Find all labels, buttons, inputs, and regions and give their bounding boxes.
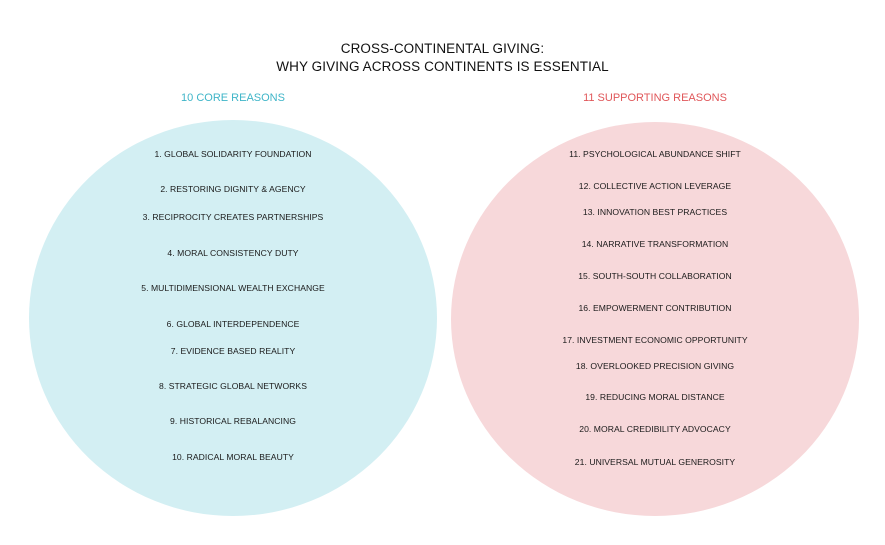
core-reason-item: 1. GLOBAL SOLIDARITY FOUNDATION: [154, 149, 312, 159]
supporting-reason-item: 19. REDUCING MORAL DISTANCE: [585, 392, 725, 402]
supporting-reason-item: 16. EMPOWERMENT CONTRIBUTION: [578, 303, 732, 313]
core-reason-item: 5. MULTIDIMENSIONAL WEALTH EXCHANGE: [141, 283, 325, 293]
supporting-reason-item: 18. OVERLOOKED PRECISION GIVING: [575, 361, 735, 371]
core-reason-item: 3. RECIPROCITY CREATES PARTNERSHIPS: [142, 212, 324, 222]
supporting-reasons-heading: 11 SUPPORTING REASONS: [583, 92, 727, 104]
diagram-title: CROSS-CONTINENTAL GIVING:: [340, 41, 545, 56]
supporting-reason-item: 17. INVESTMENT ECONOMIC OPPORTUNITY: [562, 335, 748, 345]
core-reason-item: 10. RADICAL MORAL BEAUTY: [172, 452, 294, 462]
supporting-reason-item: 11. PSYCHOLOGICAL ABUNDANCE SHIFT: [569, 149, 741, 159]
core-reason-item: 8. STRATEGIC GLOBAL NETWORKS: [159, 381, 307, 391]
core-reason-item: 9. HISTORICAL REBALANCING: [170, 416, 296, 426]
core-reason-item: 6. GLOBAL INTERDEPENDENCE: [166, 319, 300, 329]
diagram-subtitle: WHY GIVING ACROSS CONTINENTS IS ESSENTIAL: [276, 59, 609, 74]
core-reasons-heading: 10 CORE REASONS: [181, 92, 285, 104]
supporting-reason-item: 20. MORAL CREDIBILITY ADVOCACY: [579, 424, 731, 434]
core-reason-item: 4. MORAL CONSISTENCY DUTY: [167, 248, 299, 258]
supporting-reason-item: 15. SOUTH-SOUTH COLLABORATION: [578, 271, 732, 281]
supporting-reason-item: 13. INNOVATION BEST PRACTICES: [582, 207, 728, 217]
core-reason-item: 2. RESTORING DIGNITY & AGENCY: [160, 184, 306, 194]
core-reason-item: 7. EVIDENCE BASED REALITY: [170, 346, 296, 356]
supporting-reason-item: 12. COLLECTIVE ACTION LEVERAGE: [578, 181, 732, 191]
supporting-reason-item: 14. NARRATIVE TRANSFORMATION: [581, 239, 729, 249]
supporting-reason-item: 21. UNIVERSAL MUTUAL GENEROSITY: [574, 457, 736, 467]
